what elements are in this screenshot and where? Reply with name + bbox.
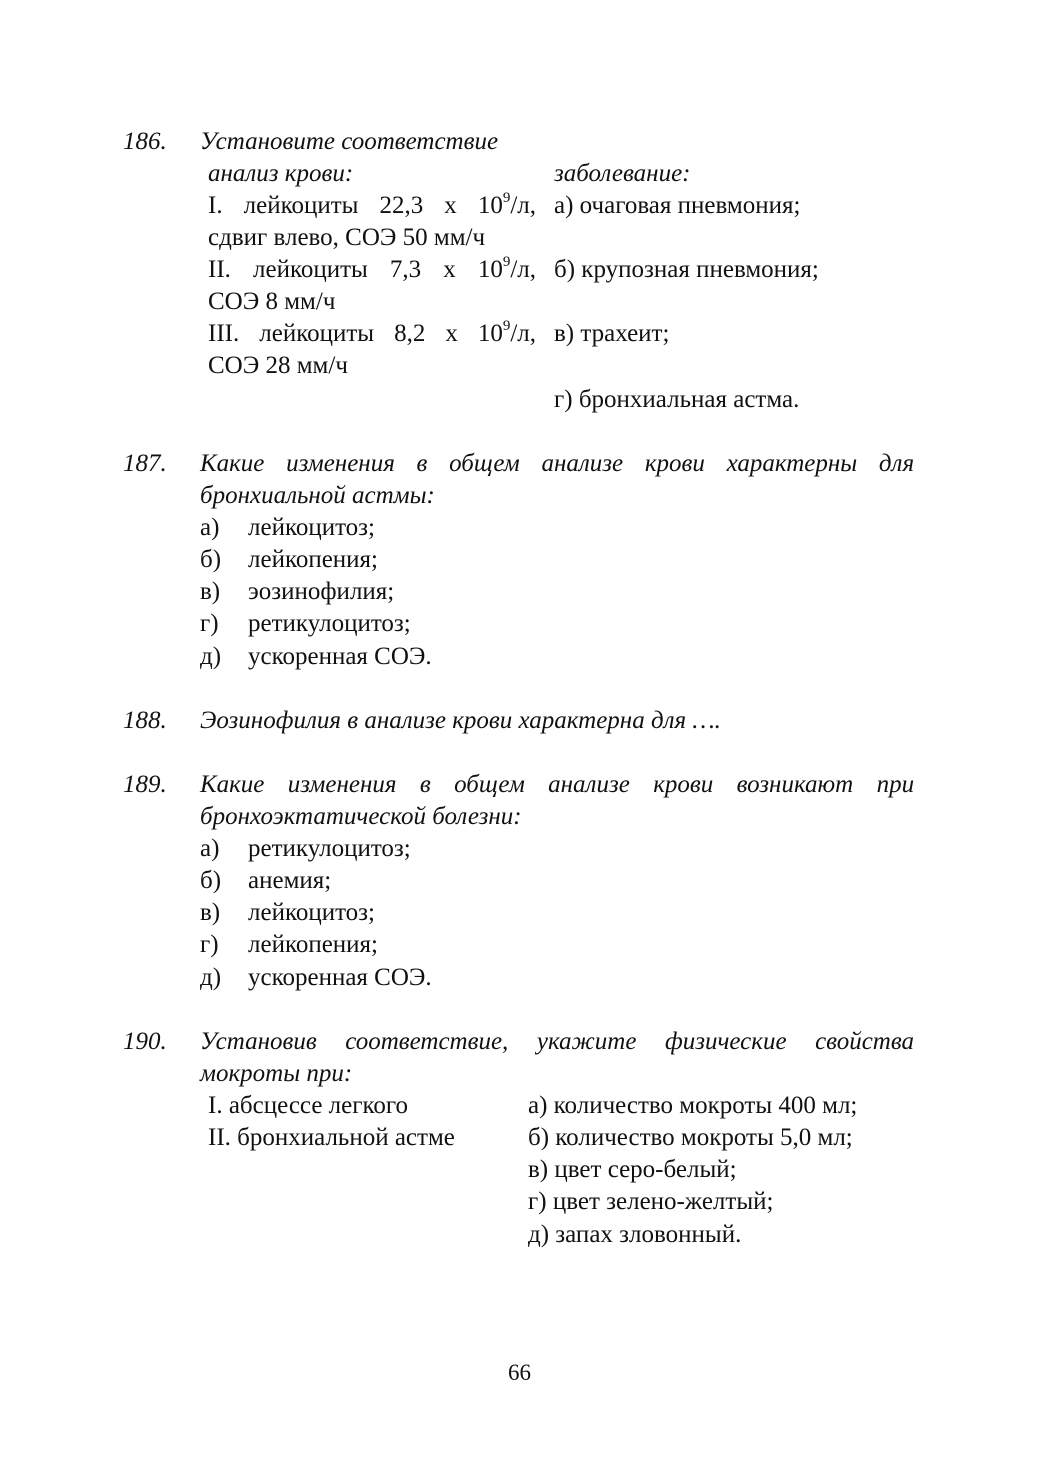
option-letter: д) (200, 964, 222, 991)
blood-test-row-1-continued: сдвиг влево, СОЭ 50 мм/ч (208, 224, 486, 251)
question-text-line-1: Какие изменения в общем анализе крови характерны для (200, 450, 915, 477)
page-number: 66 (508, 1360, 531, 1385)
option-text: лейкопения; (248, 546, 379, 573)
condition-item-1: I. абсцессе легкого (208, 1092, 409, 1119)
option-letter: в) (200, 578, 221, 605)
option-letter: в) (200, 899, 221, 926)
disease-option-b: б) крупозная пневмония; (554, 256, 819, 283)
option-letter: б) (200, 546, 222, 573)
option-text: ретикулоцитоз; (248, 835, 411, 862)
property-option-a: а) количество мокроты 400 мл; (528, 1092, 858, 1119)
left-column-header: анализ крови: (208, 160, 354, 187)
option-letter: г) (200, 931, 219, 958)
question-text-line-2: бронхоэктатической болезни: (200, 803, 522, 830)
blood-test-row-3-continued: СОЭ 28 мм/ч (208, 352, 348, 379)
option-letter: а) (200, 835, 220, 862)
option-letter: а) (200, 514, 220, 541)
option-letter: д) (200, 643, 222, 670)
question-title: Установите соответствие (200, 128, 499, 155)
question-text-line-1: Какие изменения в общем анализе крови возникают при (200, 771, 915, 798)
option-text: ускоренная СОЭ. (248, 643, 432, 670)
option-text: лейкоцитоз; (248, 514, 376, 541)
blood-test-row-1: I. лейкоциты 22,3 х $10^9/л$, (208, 189, 536, 219)
question-number: 189. (123, 771, 167, 798)
property-option-b: б) количество мокроты 5,0 мл; (528, 1124, 853, 1151)
option-letter: г) (200, 610, 219, 637)
property-option-d: г) цвет зелено-желтый; (528, 1188, 774, 1215)
question-number: 188. (123, 707, 167, 734)
question-text: Эозинофилия в анализе крови характерна для …. (200, 707, 721, 734)
option-text: лейкоцитоз; (248, 899, 376, 926)
option-text: анемия; (248, 867, 332, 894)
option-text: ретикулоцитоз; (248, 610, 411, 637)
property-option-e: д) запах зловонный. (528, 1221, 742, 1248)
option-letter: б) (200, 867, 222, 894)
blood-test-row-2: II. лейкоциты 7,3 х $10^9/л$, (208, 253, 537, 283)
condition-item-2: II. бронхиальной астме (208, 1124, 455, 1151)
option-text: эозинофилия; (248, 578, 395, 605)
option-text: лейкопения; (248, 931, 379, 958)
blood-test-row-3: III. лейкоциты 8,2 х $10^9/л$, (208, 317, 537, 347)
blood-test-row-2-continued: СОЭ 8 мм/ч (208, 288, 336, 315)
question-text-line-2: мокроты при: (200, 1060, 353, 1087)
disease-option-c: в) трахеит; (554, 320, 670, 347)
question-number: 190. (123, 1028, 167, 1055)
property-option-c: в) цвет серо-белый; (528, 1156, 737, 1183)
disease-option-d: г) бронхиальная астма. (554, 386, 800, 413)
question-number: 186. (123, 128, 167, 155)
option-text: ускоренная СОЭ. (248, 964, 432, 991)
question-text-line-2: бронхиальной астмы: (200, 482, 435, 509)
right-column-header: заболевание: (554, 160, 691, 187)
disease-option-a: а) очаговая пневмония; (554, 192, 801, 219)
question-number: 187. (123, 450, 167, 477)
question-text-line-1: Установив соответствие, укажите физические свойства (200, 1028, 915, 1055)
